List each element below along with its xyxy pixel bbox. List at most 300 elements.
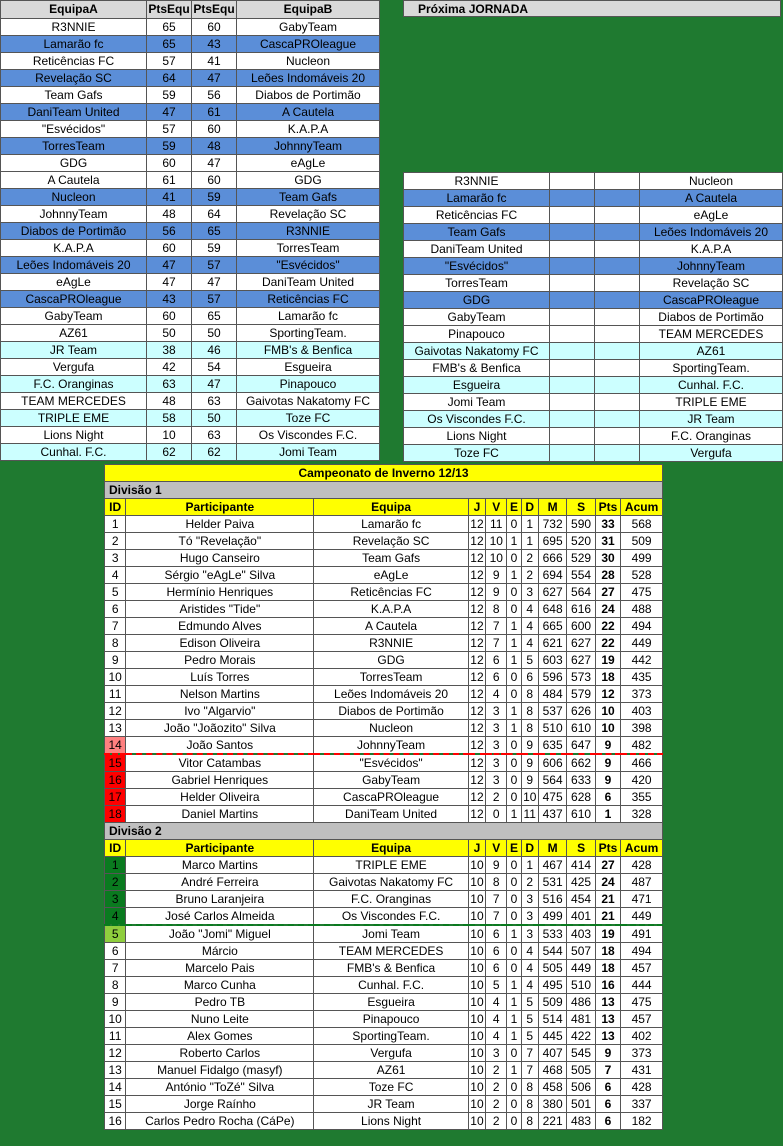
suffered: 590 [567,516,595,533]
score-b: 50 [192,325,237,342]
team: TEAM MERCEDES [314,943,468,960]
points: 6 [595,789,620,806]
participant: Helder Oliveira [126,789,314,806]
accumulated: 182 [621,1113,663,1130]
standings-row [105,584,663,601]
participant: Pedro Morais [126,652,314,669]
team-b: SportingTeam. [237,325,380,342]
draws: 1 [507,1028,521,1045]
score-b: 60 [192,172,237,189]
empty-cell [550,360,595,377]
suffered: 422 [567,1028,595,1045]
id: 1 [105,516,126,533]
accumulated: 449 [621,635,663,652]
id: 10 [105,1011,126,1028]
team-b: Os Viscondes F.C. [237,427,380,444]
scored: 467 [538,857,566,874]
participant: Daniel Martins [126,806,314,823]
points: 21 [595,891,620,908]
result-row [1,410,380,427]
points: 27 [595,584,620,601]
home-team: Jomi Team [404,394,550,411]
participant: António "ToZé" Silva [126,1079,314,1096]
standings-row [105,516,663,533]
column-header-team: Equipa [314,840,468,857]
team: DaniTeam United [314,806,468,823]
home-team: Toze FC [404,445,550,462]
empty-cell [550,190,595,207]
team-b: A Cautela [237,104,380,121]
losses: 4 [521,960,538,977]
next-round-row [404,411,783,428]
home-team: Team Gafs [404,224,550,241]
losses: 5 [521,1011,538,1028]
suffered: 529 [567,550,595,567]
accumulated: 428 [621,1079,663,1096]
team-b: TorresTeam [237,240,380,257]
result-row [1,393,380,410]
team-a: AZ61 [1,325,147,342]
home-team: "Esvécidos" [404,258,550,275]
standings-row [105,925,663,943]
participant: João "Jomi" Miguel [126,925,314,943]
losses: 10 [523,789,537,804]
team-a: Leões Indomáveis 20 [1,257,147,274]
score-b: 65 [192,223,237,240]
wins: 3 [486,720,507,737]
score-b: 43 [192,36,237,53]
team: SportingTeam. [314,1028,468,1045]
scored: 648 [538,601,566,618]
result-row [1,206,380,223]
score-a: 57 [147,121,192,138]
id: 16 [105,772,126,789]
team-a: K.A.P.A [1,240,147,257]
header-equipa-b: EquipaB [237,1,380,19]
id: 12 [105,703,126,720]
team-a: Revelação SC [1,70,147,87]
played: 10 [470,926,484,941]
score-a: 60 [147,308,192,325]
losses: 4 [521,635,538,652]
accumulated: 435 [621,669,663,686]
column-header-losses: D [521,499,538,516]
suffered: 449 [567,960,595,977]
score-b: 62 [192,444,237,461]
losses: 1 [521,533,538,550]
team-a: Cunhal. F.C. [1,444,147,461]
standings-row [105,806,663,823]
column-header-scored: M [538,499,566,516]
suffered: 483 [567,1113,595,1130]
team-a: GDG [1,155,147,172]
wins: 4 [486,1011,507,1028]
participant: Marco Cunha [126,977,314,994]
accumulated: 509 [621,533,663,550]
losses: 9 [521,754,538,772]
draws: 1 [507,1062,521,1079]
participant: João "Joãozito" Silva [126,720,314,737]
id: 1 [105,857,126,874]
empty-cell [595,241,640,258]
next-round-row [404,309,783,326]
accumulated: 355 [621,789,663,806]
empty-cell [550,343,595,360]
played: 10 [470,1096,484,1111]
score-b: 61 [192,104,237,121]
empty-cell [595,190,640,207]
team-b: Jomi Team [237,444,380,461]
score-a: 47 [147,104,192,121]
draws: 0 [507,601,521,618]
empty-cell [595,445,640,462]
header-pts-a: PtsEqu [147,1,192,19]
next-round-row [404,207,783,224]
suffered: 454 [567,891,595,908]
suffered: 545 [567,1045,595,1062]
next-round-title: Próxima JORNADA [403,0,781,17]
home-team: GabyTeam [404,309,550,326]
played: 10 [470,891,484,906]
draws: 1 [507,925,521,943]
result-row [1,121,380,138]
next-round-row [404,275,783,292]
accumulated: 402 [621,1028,663,1045]
id: 7 [105,618,126,635]
id: 13 [105,720,126,737]
championship-table [104,464,663,1130]
team-b: Team Gafs [237,189,380,206]
id: 11 [105,1028,126,1045]
accumulated: 466 [621,754,663,772]
draws: 0 [507,891,521,908]
team: Reticências FC [314,584,468,601]
id: 2 [105,874,126,891]
score-b: 48 [192,138,237,155]
played: 10 [470,977,484,992]
team-a: TRIPLE EME [1,410,147,427]
home-team: R3NNIE [404,173,550,190]
wins: 11 [486,516,507,533]
id: 7 [105,960,126,977]
scored: 533 [538,925,566,943]
column-header-wins: V [486,499,507,516]
id: 10 [105,669,126,686]
accumulated: 499 [621,550,663,567]
wins: 4 [486,994,507,1011]
empty-cell [595,275,640,292]
losses: 5 [521,994,538,1011]
score-b: 64 [192,206,237,223]
points: 13 [595,994,620,1011]
empty-cell [595,207,640,224]
standings-row [105,686,663,703]
accumulated: 442 [621,652,663,669]
team: Jomi Team [314,925,468,943]
id: 8 [105,635,126,652]
div1-header-row [105,499,663,516]
column-header-participant: Participante [126,840,314,857]
played: 10 [470,994,484,1009]
wins: 6 [486,669,507,686]
team: FMB's & Benfica [314,960,468,977]
losses: 3 [521,908,538,926]
away-team: TRIPLE EME [640,394,783,411]
standings-row [105,772,663,789]
score-a: 63 [147,376,192,393]
score-b: 60 [192,121,237,138]
away-team: AZ61 [640,343,783,360]
scored: 495 [538,977,566,994]
wins: 3 [486,703,507,720]
scored: 603 [538,652,566,669]
results-header-row [1,1,380,19]
score-a: 62 [147,444,192,461]
next-round-row [404,326,783,343]
home-team: Pinapouco [404,326,550,343]
team: Team Gafs [314,550,468,567]
wins: 7 [486,891,507,908]
played: 12 [470,703,484,718]
scored: 732 [538,516,566,533]
participant: Aristides "Tide" [126,601,314,618]
standings-row [105,703,663,720]
scored: 437 [538,806,566,823]
wins: 3 [486,772,507,789]
participant: Ivo "Algarvio" [126,703,314,720]
scored: 484 [538,686,566,703]
participant: Pedro TB [126,994,314,1011]
team: Lions Night [314,1113,468,1130]
played: 12 [470,720,484,735]
standings-row [105,1062,663,1079]
column-header-participant: Participante [126,499,314,516]
score-a: 42 [147,359,192,376]
played: 10 [470,857,484,872]
column-header-team: Equipa [314,499,468,516]
next-round-row [404,394,783,411]
scored: 564 [538,772,566,789]
losses: 3 [521,925,538,943]
accumulated: 491 [621,925,663,943]
team-b: GabyTeam [237,19,380,36]
next-round-row [404,241,783,258]
away-team: F.C. Oranginas [640,428,783,445]
away-team: Nucleon [640,173,783,190]
scored: 621 [538,635,566,652]
next-round-row [404,343,783,360]
team-a: eAgLe [1,274,147,291]
standings-row [105,943,663,960]
wins: 2 [486,1079,507,1096]
standings-row [105,891,663,908]
team-b: R3NNIE [237,223,380,240]
wins: 6 [486,925,507,943]
draws: 0 [507,516,521,533]
points: 22 [595,635,620,652]
suffered: 554 [567,567,595,584]
div2-title-row [105,823,663,840]
team: "Esvécidos" [314,754,468,772]
column-header-draws: E [507,499,521,516]
played: 12 [470,635,484,650]
result-row [1,87,380,104]
standings-row [105,789,663,806]
away-team: A Cautela [640,190,783,207]
score-b: 59 [192,240,237,257]
participant: Gabriel Henriques [126,772,314,789]
id: 3 [105,550,126,567]
id: 9 [105,652,126,669]
header-pts-b: PtsEqu [192,1,237,19]
empty-cell [595,343,640,360]
empty-cell [550,445,595,462]
played: 12 [470,686,484,701]
team-b: DaniTeam United [237,274,380,291]
played: 12 [470,669,484,684]
played: 12 [470,516,484,531]
losses: 4 [521,618,538,635]
score-a: 10 [147,427,192,444]
column-header-played: J [468,499,485,516]
played: 12 [470,755,484,770]
participant: Roberto Carlos [126,1045,314,1062]
played: 12 [470,584,484,599]
team: JohnnyTeam [314,737,468,755]
home-team: DaniTeam United [404,241,550,258]
result-row [1,376,380,393]
result-row [1,223,380,240]
standings-row [105,754,663,772]
id: 14 [105,1079,126,1096]
team: Nucleon [314,720,468,737]
empty-cell [595,411,640,428]
team: Esgueira [314,994,468,1011]
accumulated: 488 [621,601,663,618]
team-a: Lions Night [1,427,147,444]
points: 19 [595,925,620,943]
participant: Helder Paiva [126,516,314,533]
team-a: Diabos de Portimão [1,223,147,240]
participant: André Ferreira [126,874,314,891]
team-b: K.A.P.A [237,121,380,138]
team: F.C. Oranginas [314,891,468,908]
next-round-row [404,428,783,445]
draws: 0 [507,874,521,891]
empty-cell [595,292,640,309]
scored: 665 [538,618,566,635]
accumulated: 482 [621,737,663,755]
participant: Marco Martins [126,857,314,874]
team-b: "Esvécidos" [237,257,380,274]
scored: 635 [538,737,566,755]
standings-row [105,857,663,874]
wins: 2 [486,1113,507,1130]
standings-row [105,1028,663,1045]
result-row [1,53,380,70]
score-b: 47 [192,70,237,87]
id: 15 [105,754,126,772]
team-a: DaniTeam United [1,104,147,121]
next-round-row [404,445,783,462]
empty-cell [550,377,595,394]
team: Gaivotas Nakatomy FC [314,874,468,891]
column-header-id: ID [105,499,126,516]
score-a: 64 [147,70,192,87]
empty-cell [595,224,640,241]
points: 18 [595,669,620,686]
scored: 445 [538,1028,566,1045]
losses: 8 [521,1079,538,1096]
division-title: Divisão 2 [105,823,663,840]
division-title: Divisão 1 [105,482,663,499]
empty-cell [595,394,640,411]
participant: Manuel Fidalgo (masyf) [126,1062,314,1079]
home-team: Gaivotas Nakatomy FC [404,343,550,360]
score-b: 60 [192,19,237,36]
team-b: Toze FC [237,410,380,427]
standings-row [105,874,663,891]
wins: 3 [486,754,507,772]
wins: 2 [486,1062,507,1079]
column-header-id: ID [105,840,126,857]
participant: Luís Torres [126,669,314,686]
suffered: 401 [567,908,595,926]
losses: 9 [521,737,538,755]
standings-row [105,533,663,550]
wins: 7 [486,908,507,926]
result-row [1,19,380,36]
empty-cell [550,292,595,309]
score-a: 43 [147,291,192,308]
team-a: JohnnyTeam [1,206,147,223]
team-a: Team Gafs [1,87,147,104]
team: Revelação SC [314,533,468,550]
result-row [1,291,380,308]
points: 24 [595,874,620,891]
header-equipa-a: EquipaA [1,1,147,19]
accumulated: 328 [621,806,663,823]
empty-cell [550,275,595,292]
next-round-row [404,360,783,377]
participant: Márcio [126,943,314,960]
played: 10 [470,1011,484,1026]
participant: Alex Gomes [126,1028,314,1045]
played: 10 [470,1079,484,1094]
standings-row [105,1096,663,1113]
standings-row [105,618,663,635]
standings-row [105,1045,663,1062]
standings-row [105,652,663,669]
losses: 3 [521,891,538,908]
wins: 4 [486,1028,507,1045]
played: 12 [470,618,484,633]
suffered: 610 [567,720,595,737]
team: A Cautela [314,618,468,635]
suffered: 564 [567,584,595,601]
suffered: 403 [567,925,595,943]
losses: 1 [521,516,538,533]
suffered: 506 [567,1079,595,1096]
away-team: K.A.P.A [640,241,783,258]
losses: 8 [521,1113,538,1130]
team: Leões Indomáveis 20 [314,686,468,703]
team: K.A.P.A [314,601,468,618]
scored: 407 [538,1045,566,1062]
standings-row [105,601,663,618]
wins: 5 [486,977,507,994]
score-a: 60 [147,155,192,172]
